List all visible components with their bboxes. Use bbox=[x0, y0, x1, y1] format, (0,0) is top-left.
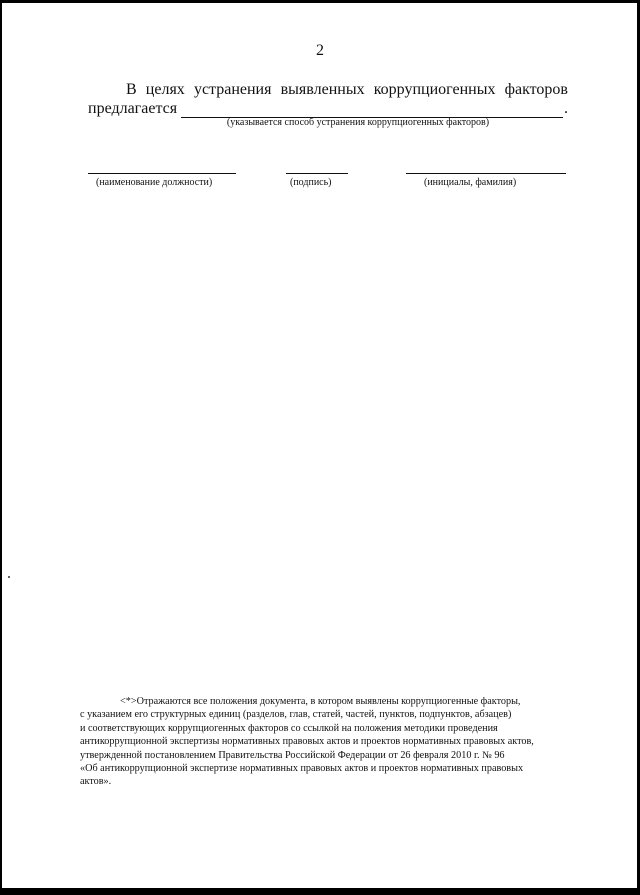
name-label: (инициалы, фамилия) bbox=[424, 177, 517, 188]
footnote bbox=[80, 695, 560, 789]
proposal-line-2 bbox=[88, 99, 568, 118]
footnote-line: «Об антикоррупционной экспертизе нормативных правовых актов и проектов нормативных правовых bbox=[80, 763, 524, 775]
proposal-line-2-end: . bbox=[564, 100, 568, 117]
footnote-line: актов». bbox=[80, 776, 112, 788]
footnote-line: <*>Отражаются все положения документа, в котором выявлены коррупциогенные факторы, bbox=[120, 696, 521, 707]
name-line bbox=[406, 173, 566, 174]
footnote-line: с указанием его структурных единиц (разделов, глав, статей, частей, пунктов, подпунктов, абзацев) bbox=[80, 709, 512, 721]
scan-border-top bbox=[0, 0, 640, 3]
proposal-line-2-text: предлагается bbox=[88, 100, 178, 117]
proposal-word: устранения bbox=[193, 81, 272, 98]
proposal-word: выявленных bbox=[280, 81, 365, 98]
scan-border-bottom bbox=[0, 888, 640, 895]
signature-label: (подпись) bbox=[290, 177, 332, 188]
method-fill-line bbox=[181, 103, 563, 118]
proposal-word: факторов bbox=[504, 81, 568, 98]
footnote-line: антикоррупционной экспертизы нормативных правовых актов и проектов нормативных правовых актов, bbox=[80, 736, 534, 748]
page-number: 2 bbox=[316, 42, 324, 59]
position-line bbox=[88, 173, 236, 174]
proposal-word: В bbox=[126, 81, 137, 98]
proposal-word: коррупциогенных bbox=[373, 81, 496, 98]
proposal-word: целях bbox=[145, 81, 185, 98]
position-label: (наименование должности) bbox=[96, 177, 213, 188]
footnote-line: утвержденной постановлением Правительства Российской Федерации от 26 февраля 2010 г. № 96 bbox=[80, 749, 505, 761]
signature-line bbox=[286, 173, 348, 174]
proposal-line-1 bbox=[88, 80, 568, 99]
footnote-line: и соответствующих коррупциогенных факторов со ссылкой на положения методики проведения bbox=[80, 722, 498, 734]
method-hint: (указывается способ устранения коррупциогенных факторов) bbox=[226, 117, 490, 128]
proposal-paragraph bbox=[88, 80, 568, 118]
scan-speck bbox=[8, 576, 10, 578]
scan-border-left bbox=[0, 0, 2, 895]
